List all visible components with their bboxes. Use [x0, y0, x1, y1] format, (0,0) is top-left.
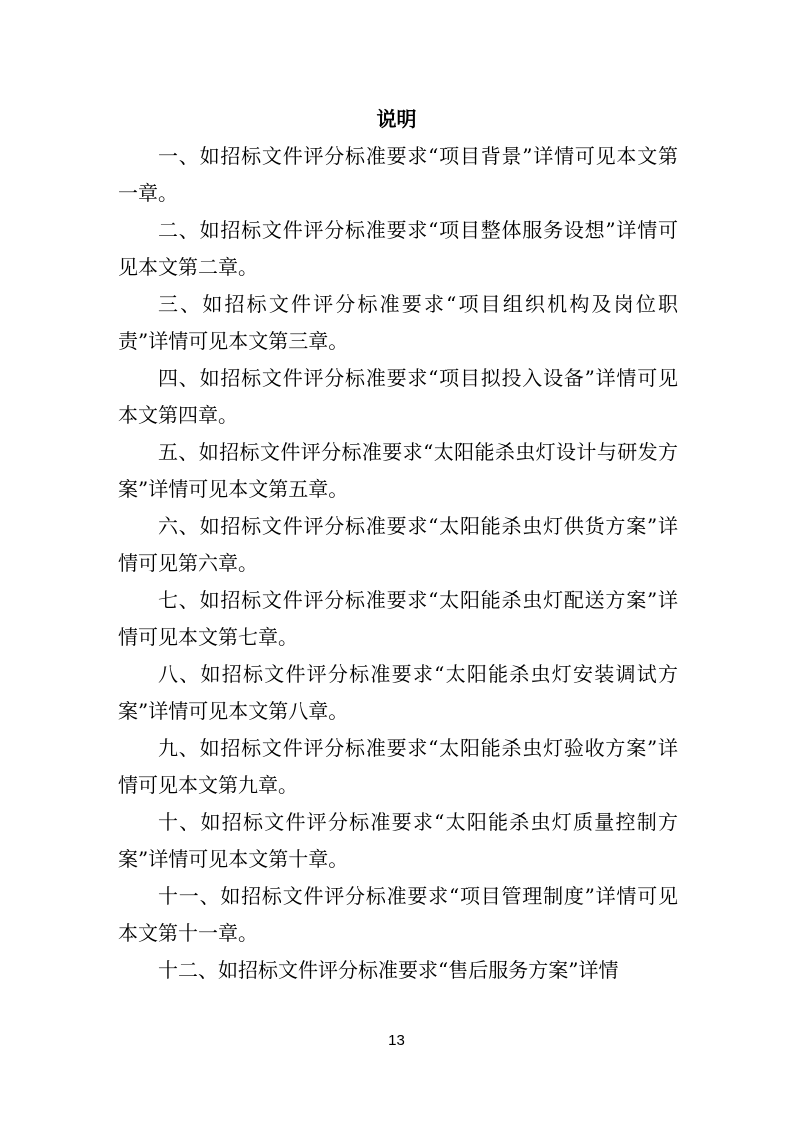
paragraph-7: 七、如招标文件评分标准要求“太阳能杀虫灯配送方案”详情可见本文第七章。: [118, 588, 678, 649]
paragraph-3: 三、如招标文件评分标准要求“项目组织机构及岗位职责”详情可见本文第三章。: [118, 292, 678, 353]
paragraph-6: 六、如招标文件评分标准要求“太阳能杀虫灯供货方案”详情可见第六章。: [118, 514, 678, 575]
paragraph-12: 十二、如招标文件评分标准要求“售后服务方案”详情: [158, 958, 619, 982]
paragraph-2: 二、如招标文件评分标准要求“项目整体服务设想”详情可见本文第二章。: [118, 218, 678, 279]
paragraph-1: 一、如招标文件评分标准要求“项目背景”详情可见本文第一章。: [118, 144, 678, 205]
paragraph-10: 十、如招标文件评分标准要求“太阳能杀虫灯质量控制方案”详情可见本文第十章。: [118, 810, 678, 871]
page-number: 13: [388, 1032, 405, 1049]
page-title: 说明: [376, 107, 417, 131]
paragraph-8: 八、如招标文件评分标准要求“太阳能杀虫灯安装调试方案”详情可见本文第八章。: [118, 662, 678, 723]
paragraph-5: 五、如招标文件评分标准要求“太阳能杀虫灯设计与研发方案”详情可见本文第五章。: [118, 440, 678, 501]
paragraph-4: 四、如招标文件评分标准要求“项目拟投入设备”详情可见本文第四章。: [118, 366, 678, 427]
paragraph-11: 十一、如招标文件评分标准要求“项目管理制度”详情可见本文第十一章。: [118, 884, 678, 945]
document-body: [118, 138, 678, 989]
paragraph-9: 九、如招标文件评分标准要求“太阳能杀虫灯验收方案”详情可见本文第九章。: [118, 736, 678, 797]
